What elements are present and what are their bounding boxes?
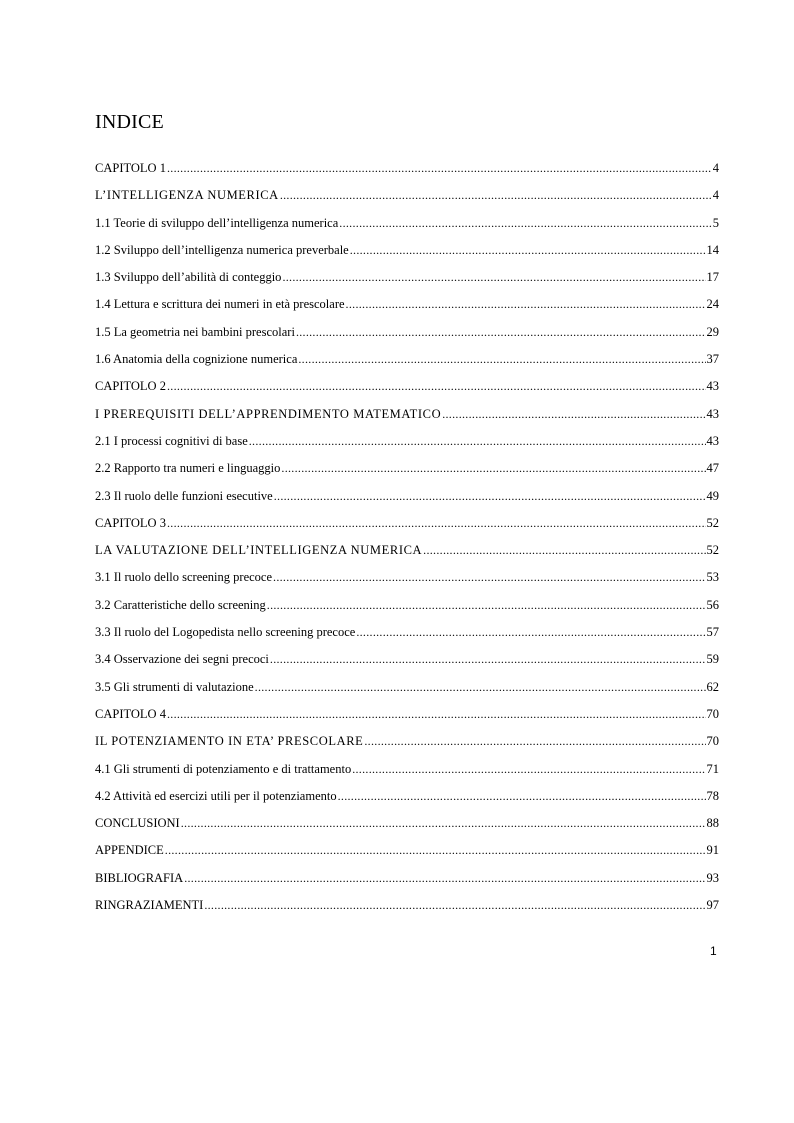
toc-entry-page: 43 bbox=[706, 379, 719, 394]
dot-leader bbox=[281, 455, 705, 482]
toc-entry[interactable] bbox=[95, 483, 719, 510]
dot-leader bbox=[442, 401, 705, 428]
toc-entry[interactable] bbox=[95, 373, 719, 400]
toc-entry-page: 17 bbox=[706, 270, 719, 285]
toc-entry-page: 56 bbox=[706, 597, 719, 612]
toc-entry[interactable] bbox=[95, 264, 719, 291]
toc-entry-label: CONCLUSIONI bbox=[95, 816, 180, 831]
toc-entry-label: 2.3 Il ruolo delle funzioni esecutive bbox=[95, 488, 273, 503]
dot-leader bbox=[280, 182, 712, 209]
toc-entry-label: LA VALUTAZIONE DELL’INTELLIGENZA NUMERICA bbox=[95, 543, 423, 558]
dot-leader bbox=[167, 510, 706, 537]
toc-entry-page: 24 bbox=[706, 297, 719, 312]
dot-leader bbox=[167, 373, 706, 400]
toc-entry[interactable] bbox=[95, 837, 719, 864]
dot-leader bbox=[423, 537, 705, 564]
toc-entry-page: 53 bbox=[706, 570, 719, 585]
toc-entry-label: 2.2 Rapporto tra numeri e linguaggio bbox=[95, 461, 281, 476]
toc-entry-label: 1.5 La geometria nei bambini prescolari bbox=[95, 324, 295, 339]
toc-entry-label: APPENDICE bbox=[95, 843, 164, 858]
toc-entry-label: 1.6 Anatomia della cognizione numerica bbox=[95, 352, 298, 367]
toc-entry-label: 4.2 Attività ed esercizi utili per il potenziamento bbox=[95, 788, 337, 803]
toc-entry-label: CAPITOLO 3 bbox=[95, 515, 166, 530]
dot-leader bbox=[255, 674, 706, 701]
toc-entry-label: BIBLIOGRAFIA bbox=[95, 870, 184, 885]
toc-entry[interactable] bbox=[95, 592, 719, 619]
dot-leader bbox=[364, 728, 705, 755]
toc-entry-page: 78 bbox=[706, 788, 719, 803]
toc-entry[interactable] bbox=[95, 155, 719, 182]
toc-entry[interactable] bbox=[95, 701, 719, 728]
dot-leader bbox=[184, 865, 705, 892]
dot-leader bbox=[273, 564, 705, 591]
toc-entry-label: 3.4 Osservazione dei segni precoci bbox=[95, 652, 269, 667]
toc-entry-page: 4 bbox=[712, 161, 719, 175]
dot-leader bbox=[298, 346, 705, 373]
dot-leader bbox=[249, 428, 706, 455]
table-of-contents bbox=[95, 155, 719, 919]
page-number: 1 bbox=[710, 944, 717, 958]
dot-leader bbox=[356, 619, 705, 646]
toc-entry-page: 70 bbox=[706, 706, 719, 721]
toc-entry-page: 59 bbox=[706, 652, 719, 667]
dot-leader bbox=[296, 319, 706, 346]
toc-entry[interactable] bbox=[95, 182, 719, 209]
toc-entry[interactable] bbox=[95, 810, 719, 837]
dot-leader bbox=[267, 592, 706, 619]
toc-entry-page: 29 bbox=[706, 324, 719, 339]
dot-leader bbox=[167, 155, 712, 182]
toc-entry-label: 1.4 Lettura e scrittura dei numeri in età prescolare bbox=[95, 297, 345, 312]
toc-entry-page: 71 bbox=[706, 761, 719, 776]
toc-entry-label: 1.2 Sviluppo dell’intelligenza numerica preverbale bbox=[95, 242, 349, 257]
toc-entry[interactable] bbox=[95, 319, 719, 346]
toc-entry[interactable] bbox=[95, 510, 719, 537]
toc-entry-page: 62 bbox=[706, 679, 719, 694]
toc-entry-label: CAPITOLO 1 bbox=[95, 161, 166, 175]
toc-entry-page: 47 bbox=[706, 461, 719, 476]
toc-entry-page: 97 bbox=[706, 898, 719, 913]
toc-entry[interactable] bbox=[95, 892, 719, 919]
toc-entry[interactable] bbox=[95, 564, 719, 591]
toc-entry[interactable] bbox=[95, 237, 719, 264]
toc-entry[interactable] bbox=[95, 756, 719, 783]
dot-leader bbox=[350, 237, 706, 264]
toc-entry[interactable] bbox=[95, 865, 719, 892]
toc-entry-page: 37 bbox=[706, 352, 719, 367]
toc-entry-page: 4 bbox=[712, 188, 719, 203]
toc-entry-page: 57 bbox=[706, 625, 719, 640]
toc-entry[interactable] bbox=[95, 428, 719, 455]
toc-entry-page: 70 bbox=[706, 734, 719, 749]
toc-entry-label: L’INTELLIGENZA NUMERICA bbox=[95, 188, 279, 203]
dot-leader bbox=[274, 483, 706, 510]
toc-entry[interactable] bbox=[95, 783, 719, 810]
toc-entry-label: 4.1 Gli strumenti di potenziamento e di trattamento bbox=[95, 761, 352, 776]
dot-leader bbox=[282, 264, 705, 291]
toc-entry[interactable] bbox=[95, 619, 719, 646]
toc-entry[interactable] bbox=[95, 401, 719, 428]
toc-entry-label: CAPITOLO 2 bbox=[95, 379, 166, 394]
toc-entry-label: CAPITOLO 4 bbox=[95, 706, 166, 721]
toc-entry-label: 1.1 Teorie di sviluppo dell’intelligenza numerica bbox=[95, 215, 339, 230]
toc-entry-page: 91 bbox=[706, 843, 719, 858]
toc-entry[interactable] bbox=[95, 646, 719, 673]
toc-entry[interactable] bbox=[95, 210, 719, 237]
toc-entry-label: 3.5 Gli strumenti di valutazione bbox=[95, 679, 254, 694]
toc-entry-page: 49 bbox=[706, 488, 719, 503]
toc-entry[interactable] bbox=[95, 346, 719, 373]
toc-entry[interactable] bbox=[95, 455, 719, 482]
toc-entry-page: 5 bbox=[712, 215, 719, 230]
toc-entry-page: 52 bbox=[706, 543, 719, 558]
toc-entry-label: 3.2 Caratteristiche dello screening bbox=[95, 597, 266, 612]
toc-entry[interactable] bbox=[95, 674, 719, 701]
toc-entry-page: 14 bbox=[706, 242, 719, 257]
dot-leader bbox=[338, 783, 706, 810]
toc-entry-label: I PREREQUISITI DELL’APPRENDIMENTO MATEMATICO bbox=[95, 406, 442, 421]
toc-entry-label: IL POTENZIAMENTO IN ETA’ PRESCOLARE bbox=[95, 734, 364, 749]
toc-entry-label: 1.3 Sviluppo dell’abilità di conteggio bbox=[95, 270, 282, 285]
dot-leader bbox=[181, 810, 706, 837]
dot-leader bbox=[270, 646, 706, 673]
dot-leader bbox=[352, 756, 705, 783]
dot-leader bbox=[165, 837, 706, 864]
toc-entry[interactable] bbox=[95, 728, 719, 755]
toc-entry-page: 43 bbox=[706, 406, 719, 421]
dot-leader bbox=[346, 291, 706, 318]
toc-entry-page: 52 bbox=[706, 515, 719, 530]
toc-entry-page: 43 bbox=[706, 433, 719, 448]
toc-entry-label: 2.1 I processi cognitivi di base bbox=[95, 433, 248, 448]
dot-leader bbox=[204, 892, 705, 919]
toc-entry[interactable] bbox=[95, 537, 719, 564]
toc-entry-label: 3.1 Il ruolo dello screening precoce bbox=[95, 570, 273, 585]
toc-entry-label: RINGRAZIAMENTI bbox=[95, 898, 204, 913]
dot-leader bbox=[339, 210, 711, 237]
dot-leader bbox=[167, 701, 706, 728]
toc-entry[interactable] bbox=[95, 291, 719, 318]
page-title: INDICE bbox=[95, 111, 164, 133]
toc-entry-page: 93 bbox=[706, 870, 719, 885]
toc-entry-label: 3.3 Il ruolo del Logopedista nello screening precoce bbox=[95, 625, 356, 640]
toc-entry-page: 88 bbox=[706, 816, 719, 831]
